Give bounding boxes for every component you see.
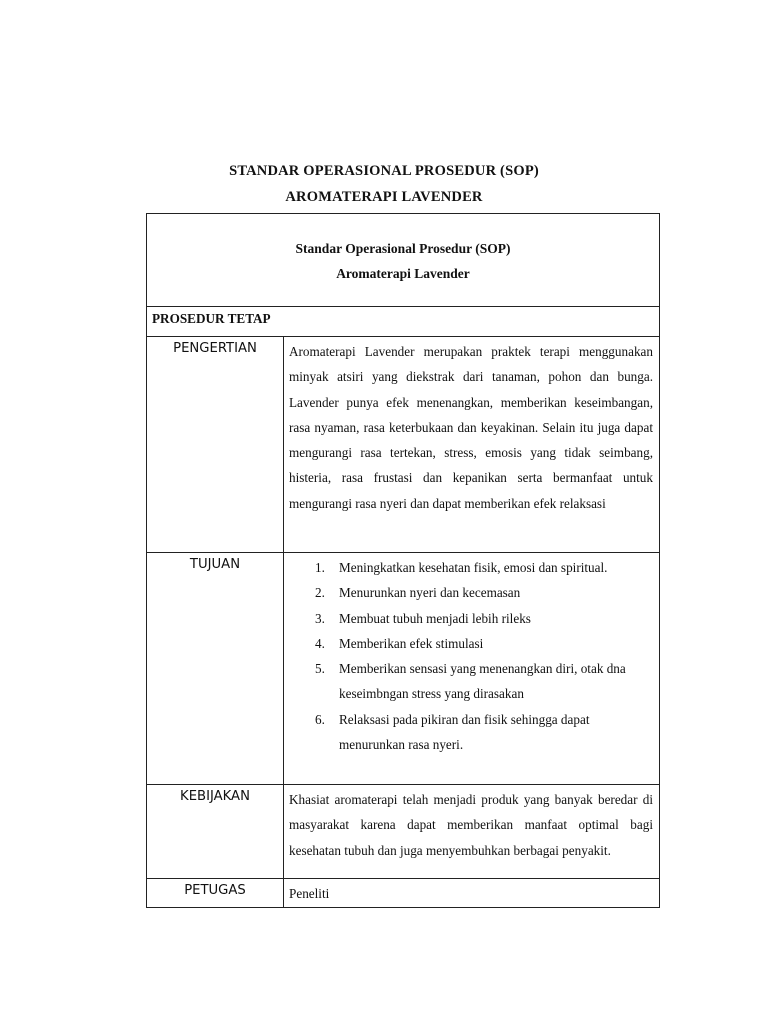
list-item-number: 2.	[315, 585, 325, 601]
row-label-tujuan: TUJUAN	[147, 553, 284, 785]
list-item-text: Membuat tubuh menjadi lebih rileks	[339, 610, 531, 626]
table-row-kebijakan	[147, 785, 660, 879]
pengertian-text: Aromaterapi Lavender merupakan praktek terapi menggunakan minyak atsiri yang diekstrak dari tanaman, pohon dan bunga. Lavender punya efek menenangkan, memberikan keseimbangan, rasa nyaman, rasa keterbukaan dan keyakinan. Selain itu juga dapat mengurangi rasa tertekan, stress, emosis yang tidak seimbang, histeria, rasa frustasi dan kepanikan serta bermanfaat untuk mengurangi rasa nyeri dan dapat memberikan efek relaksasi	[289, 344, 653, 511]
list-item-text: Memberikan efek stimulasi	[339, 635, 484, 651]
row-content-tujuan	[284, 553, 660, 785]
row-label-petugas: PETUGAS	[147, 879, 284, 908]
table-header-subtitle: Aromaterapi Lavender	[336, 266, 470, 281]
table-header-cell	[147, 214, 660, 307]
table-row-tujuan	[147, 553, 660, 785]
document-subtitle: AROMATERAPI LAVENDER	[285, 189, 483, 205]
list-item	[289, 606, 653, 631]
list-item-text: Memberikan sensasi yang menenangkan diri, otak dna keseimbngan stress yang dirasakan	[339, 661, 626, 702]
list-item-number: 4.	[315, 635, 325, 651]
table-header-row	[147, 214, 660, 307]
list-item-number: 5.	[315, 661, 325, 677]
section-row	[147, 307, 660, 337]
list-item-number: 3.	[315, 610, 325, 626]
list-item	[289, 631, 653, 656]
petugas-text: Peneliti	[289, 886, 330, 901]
section-label: PROSEDUR TETAP	[147, 307, 660, 337]
document-title: STANDAR OPERASIONAL PROSEDUR (SOP)	[229, 163, 539, 179]
row-label-kebijakan: KEBIJAKAN	[147, 785, 284, 879]
table-row-petugas	[147, 879, 660, 908]
list-item-text: Meningkatkan kesehatan fisik, emosi dan spiritual.	[339, 560, 608, 575]
list-item-text: Menurunkan nyeri dan kecemasan	[339, 585, 521, 601]
row-content-petugas	[284, 879, 660, 908]
sop-table	[146, 213, 660, 908]
table-header-title: Standar Operasional Prosedur (SOP)	[295, 241, 511, 256]
tujuan-list	[289, 555, 653, 757]
list-item	[289, 707, 653, 758]
list-item-number: 1.	[315, 560, 325, 575]
list-item-number: 6.	[315, 711, 325, 727]
list-item	[289, 555, 653, 580]
list-item	[289, 656, 653, 707]
list-item-text: Relaksasi pada pikiran dan fisik sehingga dapat menurunkan rasa nyeri.	[339, 711, 590, 753]
kebijakan-text: Khasiat aromaterapi telah menjadi produk yang banyak beredar di masyarakat karena dapat memberikan manfaat optimal bagi kesehatan tubuh dan juga menyembuhkan berbagai penyakit.	[289, 792, 653, 858]
list-item	[289, 580, 653, 605]
table-row-pengertian	[147, 337, 660, 553]
row-label-pengertian: PENGERTIAN	[147, 337, 284, 553]
row-content-kebijakan	[284, 785, 660, 879]
row-content-pengertian	[284, 337, 660, 553]
